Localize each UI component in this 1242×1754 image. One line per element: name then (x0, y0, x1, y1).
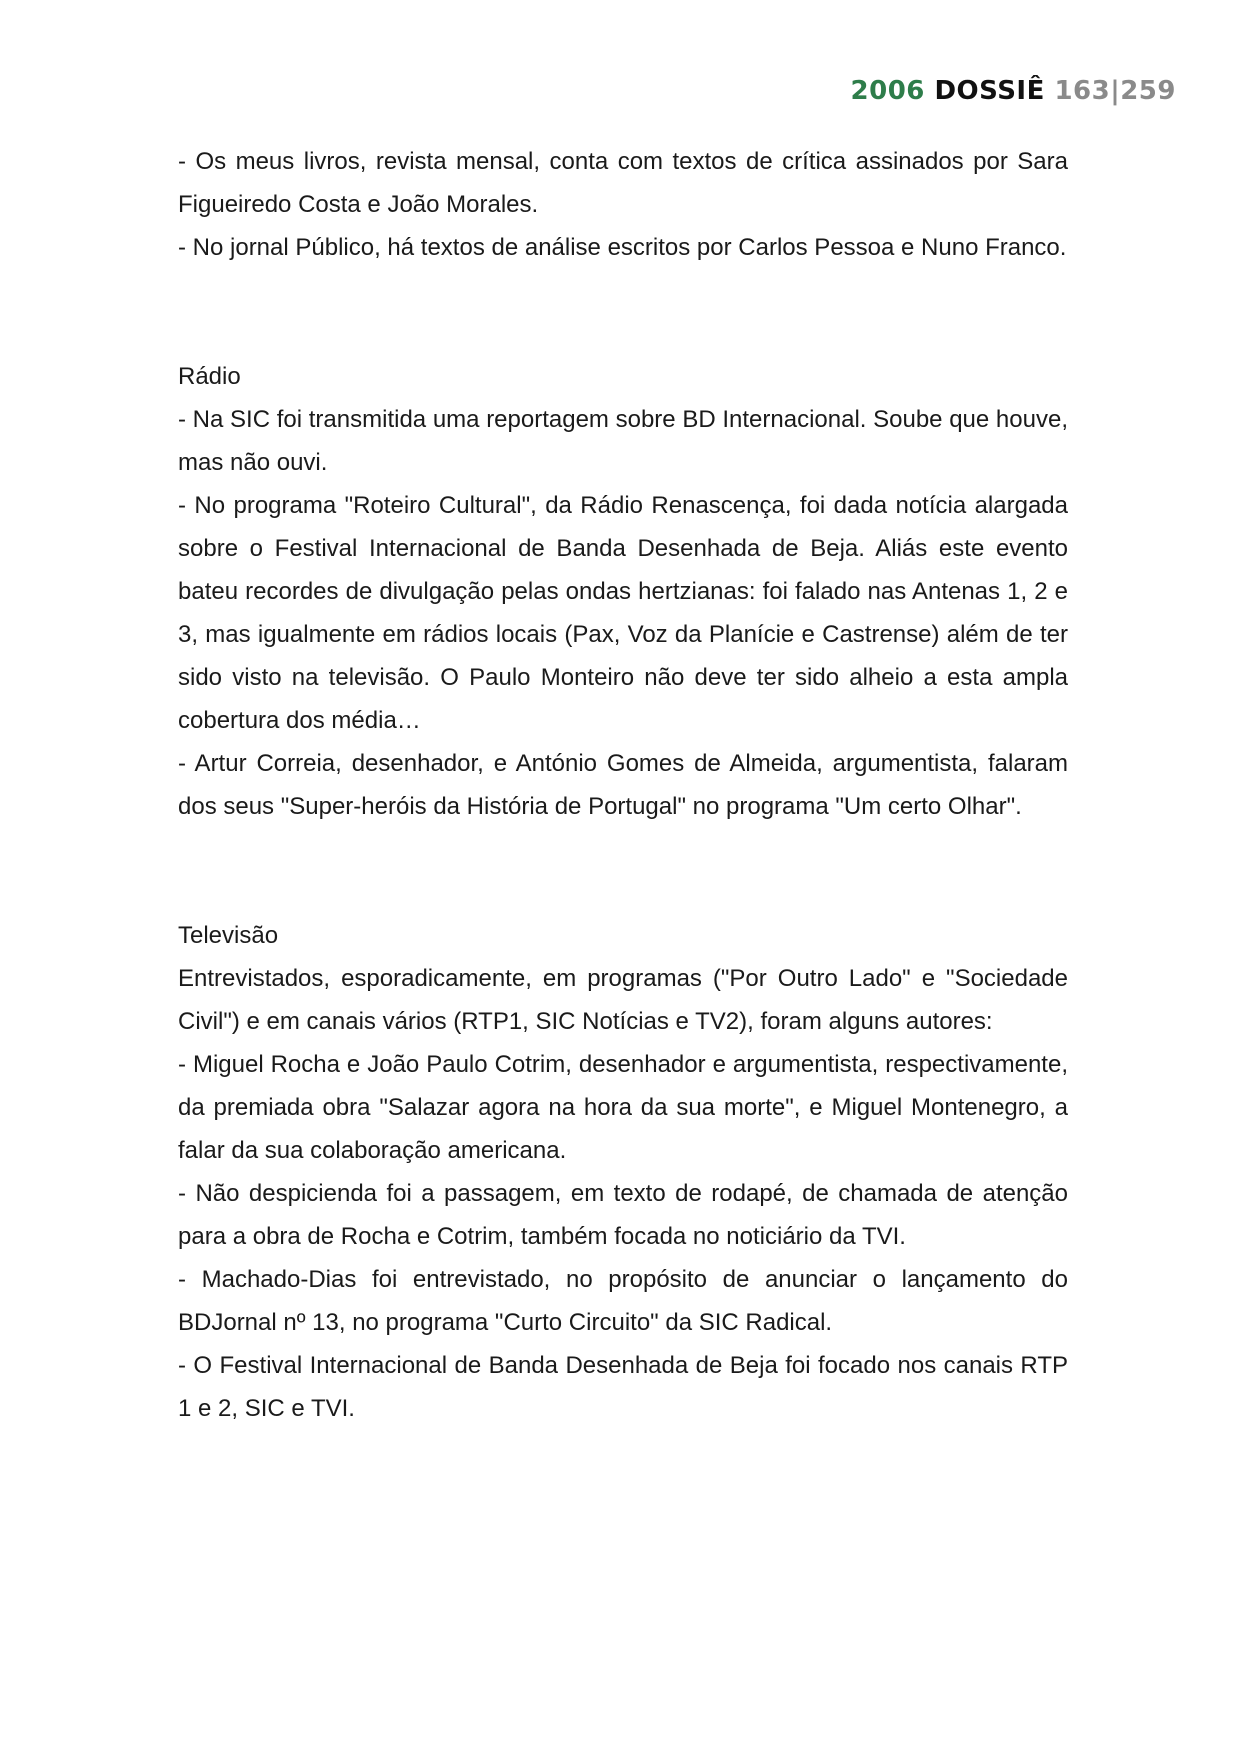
intro-paragraph: - Os meus livros, revista mensal, conta com textos de crítica assinados por Sara Figueiredo Costa e João Morales. (178, 148, 1068, 218)
section-heading-radio: Rádio (178, 363, 241, 390)
section-heading-television: Televisão (178, 922, 279, 949)
television-paragraph: - Machado-Dias foi entrevistado, no propósito de anunciar o lançamento do BDJornal nº 13, no programa "Curto Circuito" da SIC Radical. (178, 1266, 1068, 1336)
section-spacer (178, 828, 1068, 914)
television-paragraph: - Miguel Rocha e João Paulo Cotrim, desenhador e argumentista, respectivamente, da premiada obra "Salazar agora na hora da sua morte", e Miguel Montenegro, a falar da sua colaboração americana. (178, 1051, 1068, 1164)
header-year: 2006 (850, 76, 925, 106)
radio-paragraph: - Artur Correia, desenhador, e António Gomes de Almeida, argumentista, falaram dos seus "Super-heróis da História de Portugal" no programa "Um certo Olhar". (178, 750, 1068, 820)
header-page-numbers (1054, 76, 1176, 106)
section-spacer (178, 269, 1068, 355)
header-total-pages: 259 (1120, 76, 1176, 106)
body-text (178, 140, 1068, 1430)
header-title: DOSSIÊ (934, 76, 1045, 106)
running-header (851, 76, 1176, 106)
header-page-separator: | (1110, 76, 1121, 106)
intro-paragraph: - No jornal Público, há textos de análise escritos por Carlos Pessoa e Nuno Franco. (178, 234, 1067, 261)
header-page-number: 163 (1054, 76, 1111, 106)
television-paragraph: - O Festival Internacional de Banda Desenhada de Beja foi focado nos canais RTP 1 e 2, SIC e TVI. (178, 1352, 1068, 1422)
television-paragraph: - Não despicienda foi a passagem, em texto de rodapé, de chamada de atenção para a obra de Rocha e Cotrim, também focada no noticiário da TVI. (178, 1180, 1068, 1250)
television-paragraph: Entrevistados, esporadicamente, em programas ("Por Outro Lado" e "Sociedade Civil") e em canais vários (RTP1, SIC Notícias e TV2), foram alguns autores: (178, 965, 1068, 1035)
radio-paragraph: - Na SIC foi transmitida uma reportagem sobre BD Internacional. Soube que houve, mas não ouvi. (178, 406, 1068, 476)
radio-paragraph: - No programa "Roteiro Cultural", da Rádio Renascença, foi dada notícia alargada sobre o Festival Internacional de Banda Desenhada de Beja. Aliás este evento bateu recordes de divulgação pelas ondas hertzianas: foi falado nas Antenas 1, 2 e 3, mas igualmente em rádios locais (Pax, Voz da Planície e Castrense) além de ter sido visto na televisão. O Paulo Monteiro não deve ter sido alheio a esta ampla cobertura dos média… (178, 492, 1068, 734)
